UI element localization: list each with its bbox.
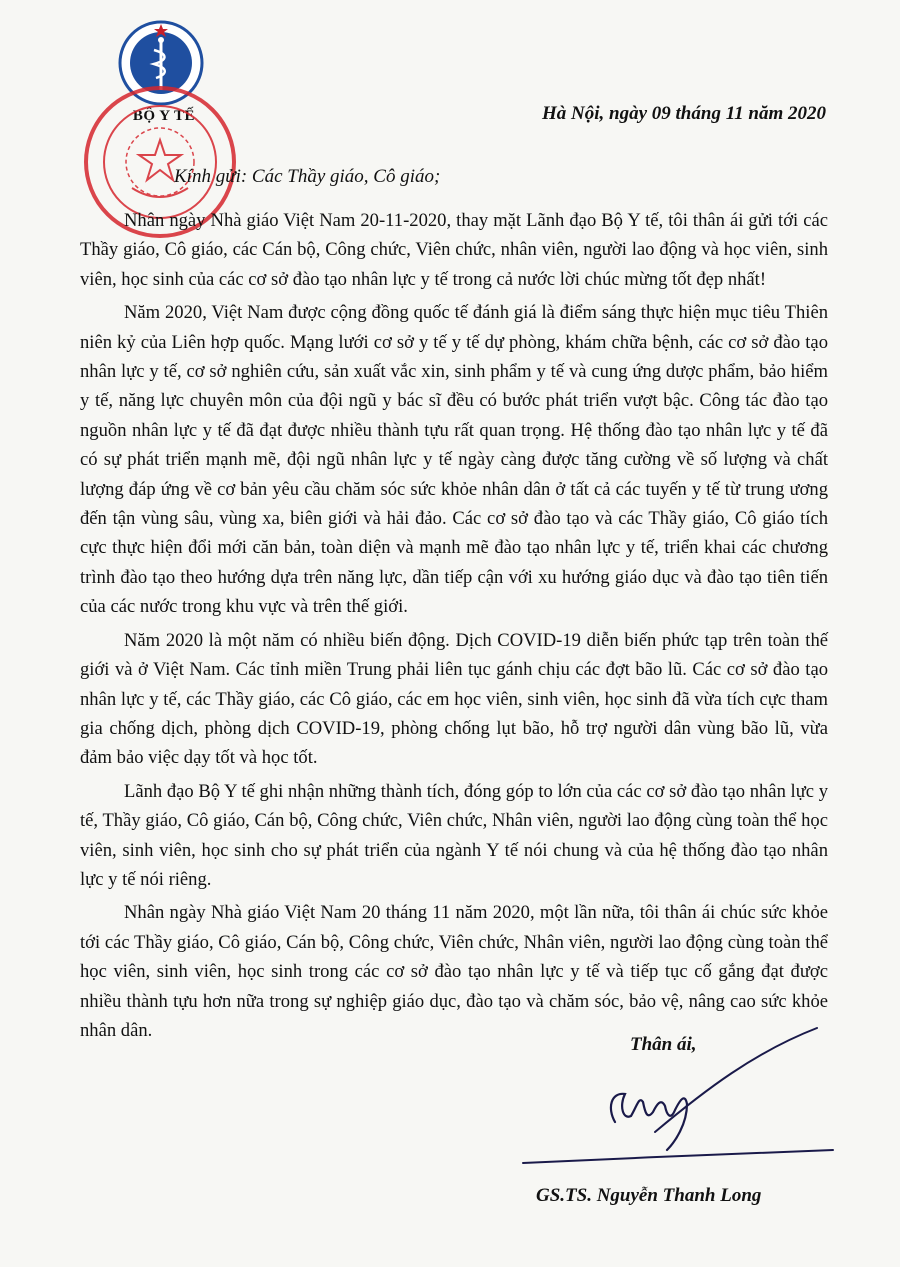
salutation: Kính gửi: Các Thầy giáo, Cô giáo; — [174, 166, 441, 187]
date-line: Hà Nội, ngày 09 tháng 11 năm 2020 — [542, 103, 826, 124]
closing: Thân ái, — [630, 1034, 697, 1055]
signer-name: GS.TS. Nguyễn Thanh Long — [536, 1185, 762, 1206]
issuing-organization: BỘ Y TẾ — [132, 108, 196, 124]
letter-body — [80, 206, 828, 1049]
paragraph: Năm 2020 là một năm có nhiều biến động. Dịch COVID-19 diễn biến phức tạp trên toàn thế giới và ở Việt Nam. Các tỉnh miền Trung phải liên tục gánh chịu các đợt bão lũ. Các cơ sở đào tạo nhân lực y tế, các Thầy giáo, các Cô giáo, các em học viên, sinh viên, học sinh đã vừa tích cực tham gia chống dịch, phòng dịch COVID-19, phòng chống lụt bão, hỗ trợ người dân vùng bão lũ, vừa đảm bảo việc dạy tốt và học tốt. — [80, 629, 828, 769]
paragraph: Lãnh đạo Bộ Y tế ghi nhận những thành tích, đóng góp to lớn của các cơ sở đào tạo nhân lực y tế, Thầy giáo, Cô giáo, Cán bộ, Công chức, Viên chức, Nhân viên, người lao động cùng toàn thể học viên, sinh viên, học sinh cho sự phát triển của ngành Y tế nói chung và của hệ thống đào tạo nhân lực y tế nói riêng. — [80, 780, 828, 890]
paragraph: Nhân ngày Nhà giáo Việt Nam 20-11-2020, thay mặt Lãnh đạo Bộ Y tế, tôi thân ái gửi tới các Thầy giáo, Cô giáo, các Cán bộ, Công chức, Viên chức, nhân viên, người lao động và học viên, sinh viên, học sinh của các cơ sở đào tạo nhân lực y tế trong cả nước lời chúc mừng tốt đẹp nhất! — [80, 210, 828, 290]
paragraph: Năm 2020, Việt Nam được cộng đồng quốc tế đánh giá là điểm sáng thực hiện mục tiêu Thiên niên kỷ của Liên hợp quốc. Mạng lưới cơ sở y tế y tế dự phòng, khám chữa bệnh, các cơ sở đào tạo nhân lực y tế, cơ sở nghiên cứu, sản xuất vắc xin, sinh phẩm y tế và cung ứng dược phẩm, bảo hiểm y tế, năng lực chuyên môn của đội ngũ y bác sĩ đều có bước phát triển vượt bậc. Công tác đào tạo nguồn nhân lực y tế đã đạt được nhiều thành tựu rất quan trọng. Hệ thống đào tạo nhân lực y tế đã có sự phát triển mạnh mẽ, đội ngũ nhân lực y tế ngày càng được tăng cường về số lượng và chất lượng đáp ứng về cơ bản yêu cầu chăm sóc sức khỏe nhân dân ở tất cả các tuyến y tế từ trung ương đến tận vùng sâu, vùng xa, biên giới và hải đảo. Các cơ sở đào tạo và các Thầy giáo, Cô giáo tích cực thực hiện đổi mới căn bản, toàn diện và mạnh mẽ đào tạo nhân lực y tế, triển khai các chương trình đào tạo theo hướng dựa trên năng lực, dần tiếp cận với xu hướng giáo dục và đào tạo tiên tiến của các nước trong khu vực và trên thế giới. — [80, 302, 828, 618]
signature — [515, 1020, 835, 1170]
paragraph: Nhân ngày Nhà giáo Việt Nam 20 tháng 11 năm 2020, một lần nữa, tôi thân ái chúc sức khỏe tới các Thầy giáo, Cô giáo, Cán bộ, Công chức, Viên chức, Nhân viên, người lao động cùng toàn thể học viên, sinh viên, học sinh trong các cơ sở đào tạo nhân lực y tế và tiếp tục cố gắng đạt được nhiều thành tựu hơn nữa trong sự nghiệp giáo dục, đào tạo và chăm sóc, bảo vệ, nâng cao sức khỏe nhân dân. — [80, 902, 828, 1041]
